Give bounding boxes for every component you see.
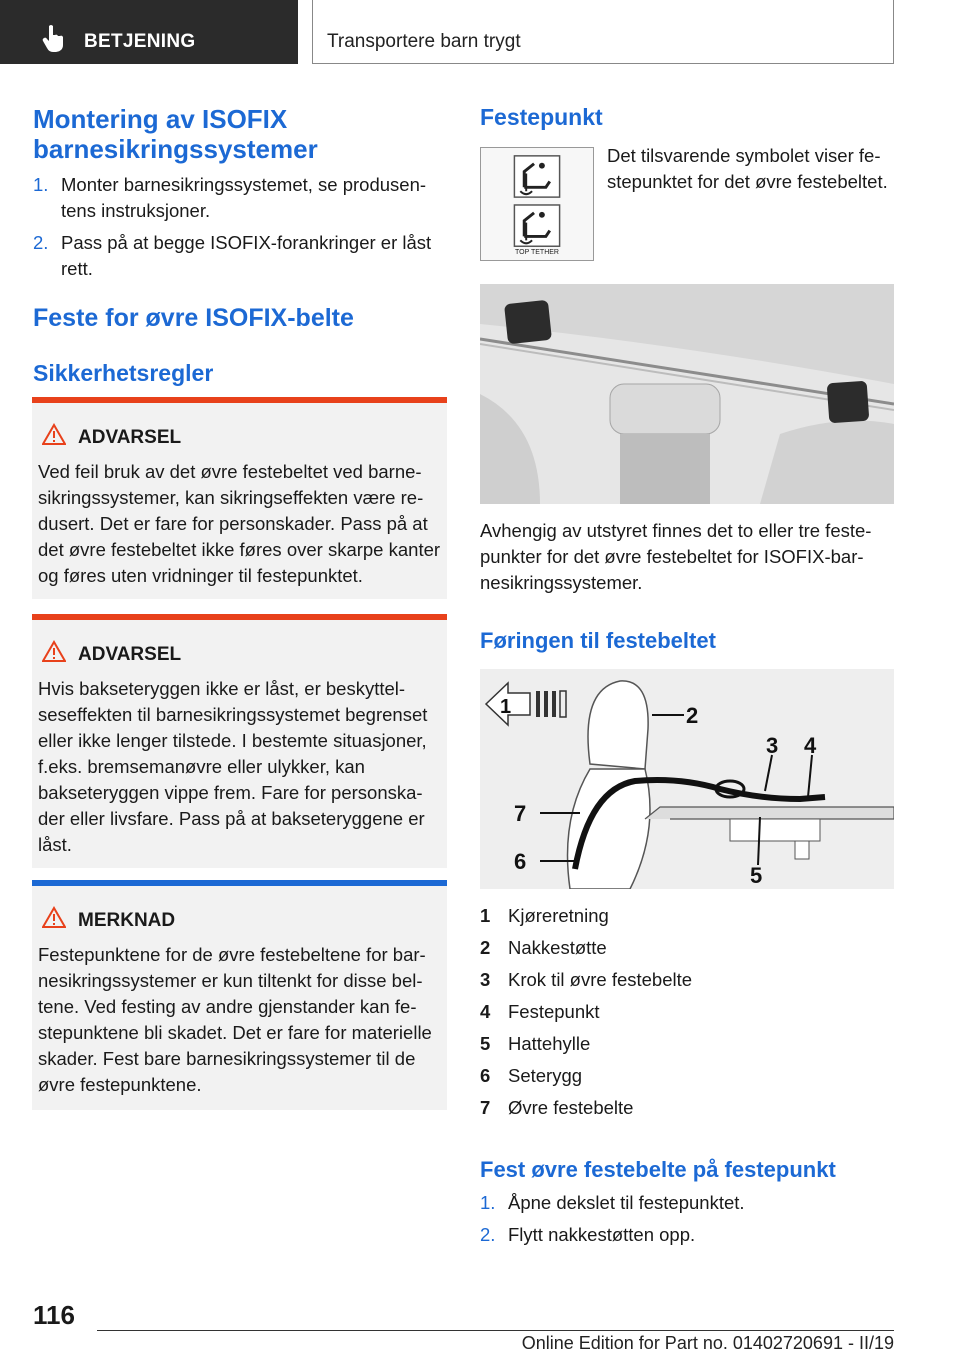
heading-fest: Fest øvre festebelte på festepunkt	[480, 1157, 836, 1182]
warning-triangle-icon	[42, 906, 66, 928]
heading-foringen: Føringen til festebeltet	[480, 628, 716, 653]
legend-item: 1 Kjøreretning	[480, 905, 609, 926]
header-title-box	[312, 0, 894, 64]
heading-sikkerhetsregler: Sikkerhetsregler	[33, 360, 214, 386]
legend-item: 7 Øvre festebelte	[480, 1097, 634, 1118]
heading-feste: Feste for øvre ISOFIX-belte	[33, 304, 354, 332]
note-text: Festepunktene for de øvre festebeltene for barnesikringssystemer er kun tiltenkt for disse beltene. Ved festing av andre gjenstander kan festepunktene bli skadet. Det er fare for materielle skader. Fest bare barnesikringssystemer til de øvre festepunktene.	[38, 944, 432, 1095]
list-item: 2. Pass på at begge ISOFIX-forankringer er låst rett.	[33, 232, 432, 279]
fest-steps	[480, 1190, 892, 1254]
symbol-caption: TOP TETHER	[515, 249, 559, 256]
diagram-label-2: 2	[686, 703, 699, 728]
warning-label: ADVARSEL	[78, 644, 182, 665]
child-seat-anchor-icon	[481, 148, 593, 260]
footer-rule	[97, 1330, 894, 1331]
diagram-label-5: 5	[750, 863, 763, 888]
hand-pointer-icon	[40, 24, 66, 52]
rear-shelf-photo	[480, 284, 894, 504]
legend-item: 3 Krok til øvre festebelte	[480, 969, 693, 990]
legend-item: 5 Hattehylle	[480, 1033, 591, 1054]
footer-edition: Online Edition for Part no. 01402720691 - II/19	[521, 1333, 894, 1353]
top-tether-symbol	[480, 147, 594, 261]
warning-text: Hvis bakseteryggen ikke er låst, er beskyttelseseffekten til barnesikringssystemet begrenset eller ikke lenger tilstede. I bestemte situasjoner, f.eks. bremsemanøvre eller ulykker, kan bakseteryggen vippe frem. Fare for personskader eller livsfare. Pass på at bakseteryggene er låst.	[38, 678, 428, 855]
diagram-label-4: 4	[804, 733, 817, 758]
diagram-label-3: 3	[766, 733, 779, 758]
diagram-legend	[480, 900, 692, 1124]
list-item: 2. Flytt nakkestøtten opp.	[480, 1224, 696, 1245]
warning-label: ADVARSEL	[78, 427, 182, 448]
note-label: MERKNAD	[78, 910, 176, 931]
warning-box-1	[32, 397, 447, 599]
diagram-label-7: 7	[514, 801, 527, 826]
diagram-label-6: 6	[514, 849, 527, 874]
warning-triangle-icon	[42, 423, 66, 445]
warning-text: Ved feil bruk av det øvre festebeltet ved barnesikringssystemer, kan sikringseffekten være redusert. Det er fare for personskader. Pass på at det øvre festebeltet ikke føres over skarpe kanter og føres uten vridninger til festepunktet.	[38, 461, 441, 586]
heading-montering: Montering av ISOFIX barnesikringssystemer	[33, 104, 318, 164]
header-title: Transportere barn trygt	[327, 31, 521, 52]
list-item: 1. Åpne dekslet til festepunktet.	[480, 1192, 745, 1213]
avhengig-text: Avhengig av utstyret finnes det to eller tre festepunkter for det øvre festebeltet for ISOFIX-barnesikringssystemer.	[480, 520, 872, 593]
warning-box-2	[32, 614, 447, 868]
diagram-label-1: 1	[500, 696, 512, 718]
header-section-tab[interactable]	[0, 0, 298, 64]
note-box	[32, 880, 447, 1110]
legend-item: 4 Festepunkt	[480, 1001, 600, 1022]
page-number: 116	[33, 1300, 75, 1330]
list-item: 1. Monter barnesikringssystemet, se produsentens instruksjoner.	[33, 174, 427, 221]
legend-item: 6 Seterygg	[480, 1065, 583, 1086]
festepunkt-text: Det tilsvarende symbolet viser festepunktet for det øvre festebeltet.	[607, 145, 888, 192]
belt-routing-diagram	[480, 669, 894, 889]
heading-festepunkt: Festepunkt	[480, 104, 603, 130]
legend-item: 2 Nakkestøtte	[480, 937, 607, 958]
montering-steps	[33, 172, 445, 288]
warning-triangle-icon	[42, 640, 66, 662]
header-section-label: BETJENING	[84, 31, 196, 52]
